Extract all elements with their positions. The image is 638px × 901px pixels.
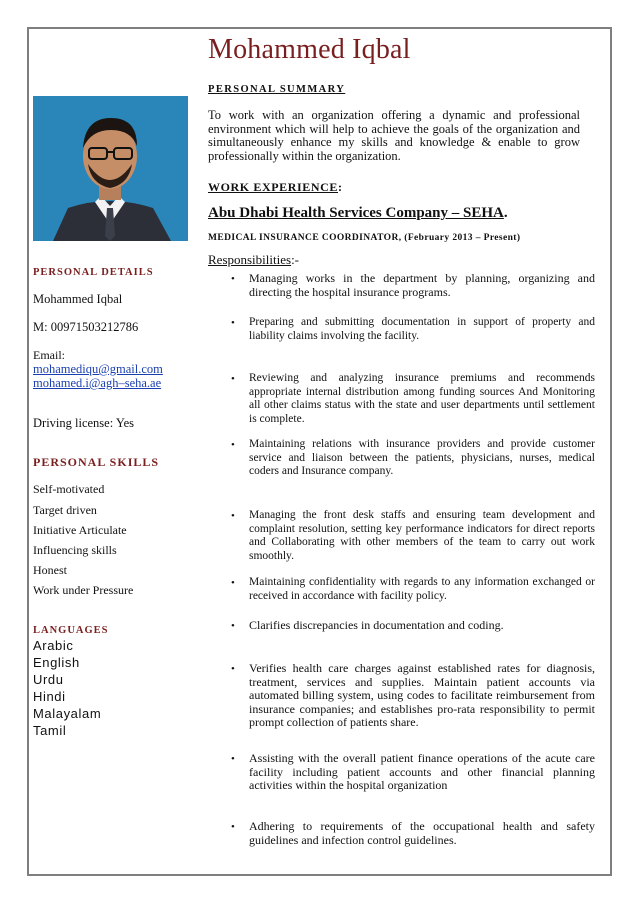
- responsibilities-row: [208, 251, 299, 269]
- detail-driving-license: Driving license: Yes: [33, 416, 135, 430]
- personal-summary-heading: PERSONAL SUMMARY: [208, 84, 346, 95]
- profile-photo: [33, 96, 188, 241]
- work-experience-heading-row: [208, 178, 342, 196]
- language-item: Arabic: [33, 638, 74, 653]
- bullet-icon: •: [231, 317, 235, 329]
- languages-heading: LANGUAGES: [33, 625, 109, 636]
- bullet-icon: •: [231, 753, 235, 765]
- skill-item: Target driven: [33, 503, 97, 517]
- personal-details-heading: PERSONAL DETAILS: [33, 267, 154, 278]
- responsibility-item: Managing the front desk staffs and ensuring team development and complaint resolution, setting key performance indicators for direct reports and Collaborating with other members of the team to carry out work smoothly.: [249, 509, 595, 562]
- bullet-icon: •: [231, 373, 235, 385]
- language-item: Urdu: [33, 672, 64, 687]
- bullet-icon: •: [231, 439, 235, 451]
- responsibilities-label: Responsibilities: [208, 252, 292, 267]
- email-label: Email:: [33, 348, 65, 362]
- company-name: Abu Dhabi Health Services Company – SEHA: [208, 205, 504, 221]
- job-title: MEDICAL INSURANCE COORDINATOR, (February 2013 – Present): [208, 233, 521, 243]
- language-item: English: [33, 655, 80, 670]
- portrait-illustration: [33, 96, 188, 241]
- work-experience-colon: :: [338, 180, 343, 194]
- work-experience-heading: WORK EXPERIENCE: [208, 180, 339, 194]
- bullet-icon: •: [231, 620, 235, 632]
- skill-item: Work under Pressure: [33, 583, 134, 597]
- skill-item: Influencing skills: [33, 543, 117, 557]
- personal-skills-heading: PERSONAL SKILLS: [33, 455, 160, 469]
- company-period: .: [503, 205, 508, 221]
- responsibility-item: Verifies health care charges against established rates for diagnosis, treatment, services and supplies. Maintain patient accounts via automated billing system, using codes to facilitate reimbursement from insurance companies; and establishes pro-rata responsibility to permit prompt collection of patients share.: [249, 661, 595, 729]
- company-row: [208, 204, 508, 222]
- detail-mobile: M: 00971503212786: [33, 320, 139, 334]
- skill-item: Initiative Articulate: [33, 523, 127, 537]
- responsibility-item: Maintaining relations with insurance providers and provide customer service and liaison between the patients, physicians, nurses, medical coders and Insurance company.: [249, 438, 595, 477]
- bullet-icon: •: [231, 663, 235, 675]
- bullet-icon: •: [231, 821, 235, 833]
- language-item: Hindi: [33, 689, 66, 704]
- email-link-primary[interactable]: mohamediqu@gmail.com: [33, 362, 163, 376]
- language-item: Tamil: [33, 723, 67, 738]
- skill-item: Honest: [33, 563, 67, 577]
- language-item: Malayalam: [33, 706, 102, 721]
- responsibility-item: Clarifies discrepancies in documentation and coding.: [249, 618, 504, 632]
- responsibility-item: Adhering to requirements of the occupational health and safety guidelines and infection control guidelines.: [249, 819, 595, 847]
- bullet-icon: •: [231, 510, 235, 522]
- responsibility-item: Reviewing and analyzing insurance premiums and recommends appropriate internal distribution among funding sources And Monitoring all other claims status with the state and user departments until settlement is complete.: [249, 372, 595, 425]
- skill-item: Self-motivated: [33, 482, 105, 496]
- personal-summary-text: To work with an organization offering a dynamic and professional environment which will help to achieve the goals of the organization and simultaneously enhance my skills and knowledge & enable to grow professionally within the organization.: [208, 108, 580, 163]
- bullet-icon: •: [231, 273, 235, 285]
- responsibility-item: Managing works in the department by planning, organizing and directing the hospital insurance programs.: [249, 271, 595, 299]
- responsibility-item: Maintaining confidentiality with regards to any information exchanged or received in accordance with facility policy.: [249, 576, 595, 602]
- email-link-secondary[interactable]: mohamed.i@agh–seha.ae: [33, 376, 162, 390]
- bullet-icon: •: [231, 577, 235, 589]
- responsibility-item: Preparing and submitting documentation in support of property and liability claims involving the facility.: [249, 316, 595, 342]
- responsibilities-suffix: :-: [291, 252, 300, 267]
- detail-name: Mohammed Iqbal: [33, 292, 123, 306]
- responsibility-item: Assisting with the overall patient finance operations of the acute care facility including patient accounts and other financial planning activities within the hospital organization: [249, 751, 595, 792]
- candidate-name: Mohammed Iqbal: [208, 34, 411, 65]
